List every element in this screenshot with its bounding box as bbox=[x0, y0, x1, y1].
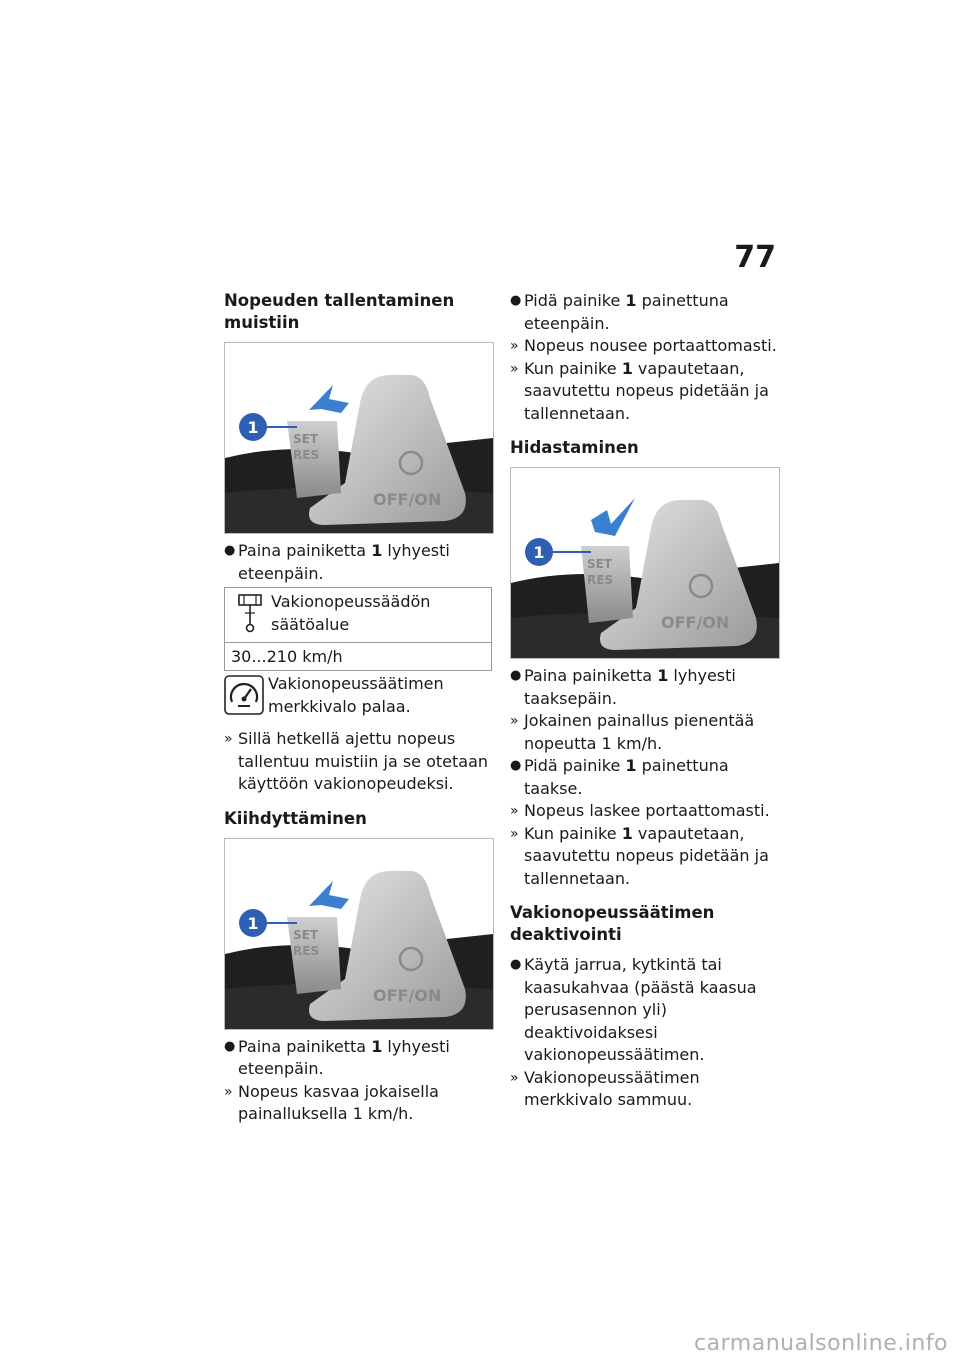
step-text: painettuna eteenpäin. bbox=[524, 291, 729, 333]
indicator-note bbox=[224, 673, 494, 718]
button-reference: 1 bbox=[621, 823, 633, 843]
button-reference: 1 bbox=[657, 666, 669, 685]
step-text: Paina painiketta bbox=[524, 666, 658, 685]
res-label: RES bbox=[587, 573, 614, 587]
step-text: Käytä jarrua, kytkintä tai kaasukahvaa (päästä kaasua perusasennon yli) deaktivoidaksesi vakionopeussäätimen. bbox=[524, 955, 757, 1064]
section-heading-decelerate: Hidastaminen bbox=[510, 438, 639, 457]
instruction-step bbox=[510, 954, 782, 1067]
step-text: Nopeus nousee portaattomasti. bbox=[524, 336, 777, 355]
result-step bbox=[224, 728, 494, 796]
result-step bbox=[510, 1067, 782, 1112]
offon-label: OFF/ON bbox=[661, 613, 730, 632]
figure-button-forward-2 bbox=[224, 838, 494, 1030]
step-text: Nopeus laskee portaattomasti. bbox=[524, 801, 770, 820]
callout-number: 1 bbox=[533, 543, 545, 562]
res-label: RES bbox=[293, 448, 320, 462]
offon-label: OFF/ON bbox=[373, 985, 442, 1005]
step-text: Paina painiketta bbox=[238, 541, 372, 560]
results-store-speed bbox=[224, 728, 494, 796]
bullet-marker: ● bbox=[224, 1038, 236, 1054]
instruction-step bbox=[224, 540, 494, 585]
set-label: SET bbox=[587, 557, 613, 571]
bullet-marker: ● bbox=[224, 543, 236, 558]
step-text: vapautetaan, saavutettu nopeus pidetään ja tallennetaan. bbox=[524, 358, 769, 423]
set-label: SET bbox=[293, 927, 319, 942]
step-text: Pidä painike bbox=[524, 291, 626, 310]
button-reference: 1 bbox=[371, 541, 383, 560]
button-reference: 1 bbox=[621, 358, 633, 378]
result-marker: » bbox=[510, 803, 519, 819]
result-marker: » bbox=[510, 1069, 519, 1086]
bullet-marker: ● bbox=[510, 758, 522, 773]
step-text: lyhyesti eteenpäin. bbox=[238, 1036, 450, 1078]
watermark: carmanualsonline.info bbox=[694, 1331, 948, 1356]
bullet-marker: ● bbox=[510, 957, 522, 972]
callout-number: 1 bbox=[247, 418, 259, 437]
section-heading-accelerate: Kiihdyttäminen bbox=[224, 808, 367, 828]
result-marker: » bbox=[510, 338, 519, 354]
step-text: lyhyesti eteenpäin. bbox=[238, 541, 450, 583]
instruction-step bbox=[224, 1036, 494, 1081]
result-step bbox=[510, 710, 782, 755]
spec-table bbox=[224, 587, 492, 671]
section-heading-deactivate: Vakionopeussäätimen deaktivointi bbox=[510, 903, 715, 944]
spec-value: 30...210 km/h bbox=[231, 647, 343, 666]
button-reference: 1 bbox=[625, 756, 637, 775]
callout-number: 1 bbox=[247, 913, 259, 933]
cruise-control-indicator-icon bbox=[224, 675, 264, 715]
steps-store-speed bbox=[224, 540, 494, 585]
step-text: Kun painike bbox=[524, 823, 622, 843]
button-reference: 1 bbox=[625, 291, 637, 310]
left-column bbox=[224, 290, 494, 1126]
set-label: SET bbox=[293, 432, 319, 446]
result-marker: » bbox=[224, 1083, 233, 1100]
offon-label: OFF/ON bbox=[373, 490, 442, 509]
step-text: Kun painike bbox=[524, 358, 622, 378]
steps-deactivate bbox=[510, 954, 782, 1112]
button-reference: 1 bbox=[371, 1036, 383, 1056]
step-text: Jokainen painallus pienentää nopeutta 1 km/h. bbox=[524, 711, 755, 753]
res-label: RES bbox=[293, 943, 320, 958]
instruction-step bbox=[510, 665, 782, 710]
steps-accelerate-continued bbox=[510, 290, 782, 425]
step-text: lyhyesti taaksepäin. bbox=[524, 666, 736, 708]
instruction-step bbox=[510, 755, 782, 800]
steps-decelerate bbox=[510, 665, 782, 890]
result-marker: » bbox=[510, 713, 519, 729]
steps-accelerate bbox=[224, 1036, 494, 1126]
result-marker: » bbox=[510, 825, 519, 842]
figure-button-forward-1 bbox=[224, 342, 494, 534]
step-text: Vakionopeussäätimen merkkivalo sammuu. bbox=[524, 1067, 700, 1109]
section-heading-store-speed: Nopeuden tallentaminen muistiin bbox=[224, 291, 455, 332]
spec-label: Vakionopeussäädön säätöalue bbox=[271, 592, 431, 634]
result-marker: » bbox=[510, 360, 519, 377]
step-text: vapautetaan, saavutettu nopeus pidetään ja tallennetaan. bbox=[524, 823, 769, 888]
bullet-marker: ● bbox=[510, 668, 522, 683]
result-step bbox=[510, 800, 782, 823]
step-text: Pidä painike bbox=[524, 756, 626, 775]
result-step bbox=[510, 335, 782, 358]
page-number: 77 bbox=[734, 240, 776, 275]
instruction-step bbox=[510, 290, 782, 335]
step-text: painettuna taakse. bbox=[524, 756, 729, 798]
right-column bbox=[510, 290, 782, 1112]
note-text: Vakionopeussäätimen merkkivalo palaa. bbox=[268, 674, 444, 716]
bullet-marker: ● bbox=[510, 293, 522, 308]
result-marker: » bbox=[224, 731, 233, 747]
step-text: Nopeus kasvaa jokaisella painalluksella 1 km/h. bbox=[238, 1081, 439, 1123]
figure-button-backward bbox=[510, 467, 780, 659]
adjustment-range-icon bbox=[235, 591, 265, 635]
result-step bbox=[510, 358, 782, 426]
step-text: Sillä hetkellä ajettu nopeus tallentuu muistiin ja se otetaan käyttöön vakionopeudeksi. bbox=[238, 729, 489, 793]
step-text: Paina painiketta bbox=[238, 1036, 372, 1056]
result-step bbox=[510, 823, 782, 891]
result-step bbox=[224, 1081, 494, 1126]
